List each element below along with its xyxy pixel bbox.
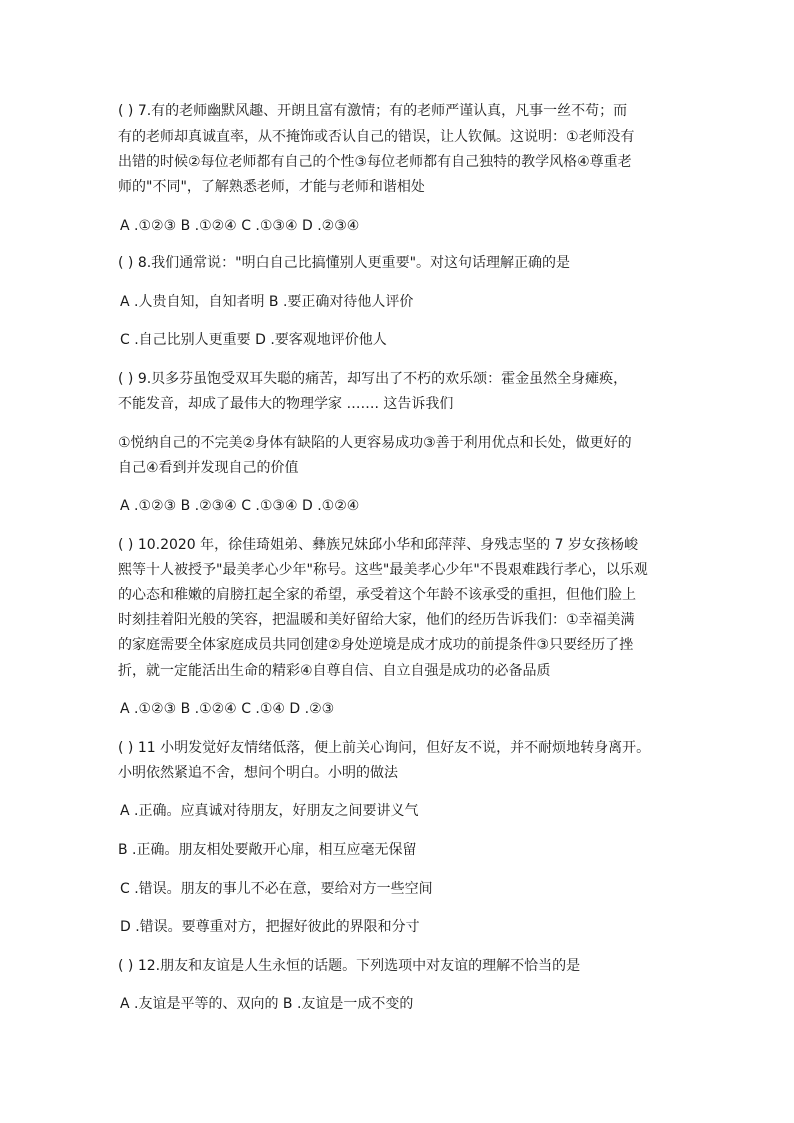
question-7-stem-line-1: ( ) 7.有的老师幽默风趣、开朗且富有激情；有的老师严谨认真，凡事一丝不苟；而: [118, 103, 628, 119]
question-9-stem-line-3: ①悦纳自己的不完美②身体有缺陷的人更容易成功③善于利用优点和长处，做更好的: [118, 435, 632, 451]
question-11-stem-line-1: ( ) 11 小明发觉好友情绪低落，便上前关心询问，但好友不说，并不耐烦地转身离开。: [118, 740, 651, 756]
question-11-option-d: D .错误。要尊重对方，把握好彼此的界限和分寸: [120, 919, 420, 935]
question-10-stem-line-1: ( ) 10.2020 年，徐佳琦姐弟、彝族兄妹邱小华和邱萍萍、身残志坚的 7 岁女孩杨峻: [118, 537, 638, 553]
question-12-stem: ( ) 12.朋友和友谊是人生永恒的话题。下列选项中对友谊的理解不恰当的是: [118, 958, 581, 974]
question-7-stem-line-2: 有的老师却真诚直率，从不掩饰或否认自己的错误，让人钦佩。这说明：①老师没有: [118, 129, 635, 145]
question-9-options: A .①②③ B .②③④ C .①③④ D .①②④: [120, 498, 360, 514]
question-9-stem-line-1: ( ) 9.贝多芬虽饱受双耳失聪的痛苦，却写出了不朽的欢乐颂：霍金虽然全身瘫痪，: [118, 371, 628, 387]
question-7-options: A .①②③ B .①②④ C .①③④ D .②③④: [120, 218, 360, 234]
question-9-stem-line-2: 不能发音，却成了最伟大的物理学家 ……. 这告诉我们: [118, 396, 454, 412]
question-10-options: A .①②③ B .①②④ C .①④ D .②③: [120, 701, 335, 717]
question-11-option-b: B .正确。朋友相处要敞开心扉，相互应毫无保留: [118, 842, 417, 858]
question-12-options: A .友谊是平等的、双向的 B .友谊是一成不变的: [120, 996, 414, 1012]
question-8-stem: ( ) 8.我们通常说："明白自己比搞懂别人更重要"。对这句话理解正确的是: [118, 255, 571, 271]
question-8-options-line-1: A .人贵自知，自知者明 B .要正确对待他人评价: [120, 294, 414, 310]
question-8-options-line-2: C .自己比别人更重要 D .要客观地评价他人: [120, 332, 387, 348]
question-10-stem-line-6: 折，就一定能活出生命的精彩④自尊自信、自立自强是成功的必备品质: [118, 663, 551, 679]
question-10-stem-line-4: 时刻挂着阳光般的笑容，把温暖和美好留给大家，他们的经历告诉我们：①幸福美满: [118, 612, 635, 628]
question-7-stem-line-4: 师的"不同"，了解熟悉老师，才能与老师和谐相处: [118, 179, 425, 195]
question-9-stem-line-4: 自己④看到并发现自己的价值: [118, 460, 299, 476]
question-11-option-c: C .错误。朋友的事儿不必在意，要给对方一些空间: [120, 881, 433, 897]
question-11-stem-line-2: 小明依然紧追不舍，想问个明白。小明的做法: [118, 765, 398, 781]
question-10-stem-line-2: 熙等十人被授予"最美孝心少年"称号。这些"最美孝心少年"不畏艰难践行孝心，以乐观: [118, 562, 648, 578]
question-10-stem-line-5: 的家庭需要全体家庭成员共同创建②身处逆境是成才成功的前提条件③只要经历了挫: [118, 637, 634, 653]
question-11-option-a: A .正确。应真诚对待朋友，好朋友之间要讲义气: [120, 803, 419, 819]
question-10-stem-line-3: 的心态和稚嫩的肩膀扛起全家的希望，承受着这个年龄不该承受的重担，但他们脸上: [118, 587, 636, 603]
question-7-stem-line-3: 出错的时候②每位老师都有自己的个性③每位老师都有自己独特的教学风格④尊重老: [118, 154, 632, 170]
